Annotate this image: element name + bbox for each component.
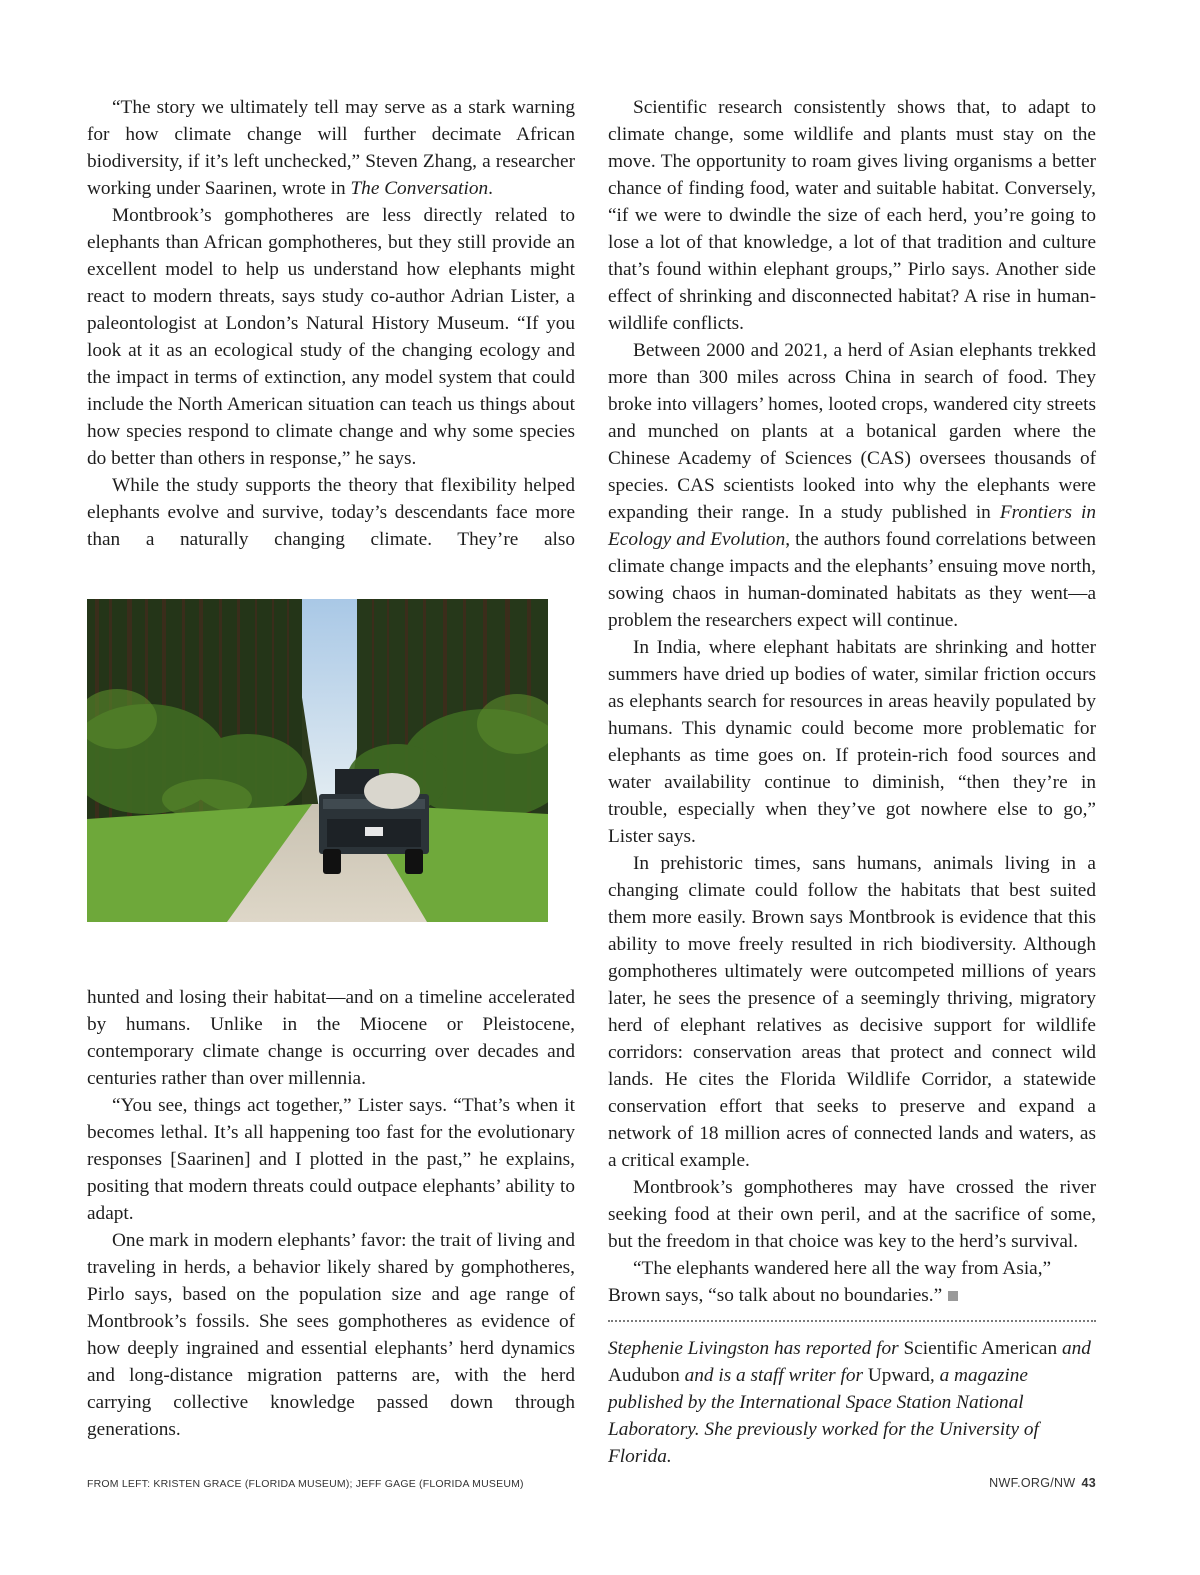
bio-text: and is a staff writer for: [679, 1365, 868, 1386]
paragraph: Montbrook’s gomphotheres may have crossed the river seeking food at their own peril, and at the sacrifice of some, but the freedom in that choice was key to the herd’s survival.: [608, 1177, 1096, 1252]
page-number: 43: [1081, 1476, 1096, 1490]
paragraph: [608, 337, 1096, 634]
journal-title: Frontiers in Ecology and Evolution: [608, 502, 1096, 550]
paragraph: In prehistoric times, sans humans, animals living in a changing climate could follow the habitats that best suited them more easily. Brown says Montbrook is evidence that this ability to move freely resulted in rich biodiversity. Although gomphotheres ultimately were outcompeted millions of years later, he sees the presence of a seemingly thriving, migratory herd of elephant relatives as decisive support for wildlife corridors: conservation areas that protect and connect wild lands. He cites the Florida Wildlife Corridor, a statewide conservation effort that seeks to preserve and expand a network of 18 million acres of connected lands and waters, as a critical example.: [608, 853, 1096, 1171]
forest-road-truck-photo: [87, 599, 548, 922]
paragraph: [608, 1255, 1096, 1309]
paragraph: [87, 94, 575, 202]
left-column-top: [87, 94, 575, 553]
paragraph-text: “The story we ultimately tell may serve as a stark warning for how climate change will further decimate African biodiversity, if it’s left unchecked,” Steven Zhang, a researcher working under Saarinen, wrote in: [87, 97, 575, 199]
site-url: NWF.ORG/NW: [989, 1476, 1076, 1490]
right-column: [608, 94, 1096, 1309]
left-column-bottom: [87, 984, 575, 1443]
publication-name: Scientific American: [903, 1338, 1058, 1359]
publication-title: The Conversation: [350, 178, 489, 199]
paragraph: Montbrook’s gomphotheres are less directly related to elephants than African gomphotheres, but they still provide an excellent model to help us understand how elephants might react to modern threats, says study co-author Adrian Lister, a paleontologist at London’s Natural History Museum. “If you look at it as an ecological study of the changing ecology and the impact in terms of extinction, any model system that could include the North American situation can teach us things about how species respond to climate change and why some species do better than others in response,” he says.: [87, 205, 575, 469]
paragraph: In India, where elephant habitats are shrinking and hotter summers have dried up bodies of water, similar friction occurs as elephants search for resources in areas heavily populated by humans. This dynamic could become more problematic for elephants as time goes on. If protein-rich food sources and water availability continue to diminish, “then they’re in trouble, especially when they’ve got nowhere else to go,” Lister says.: [608, 637, 1096, 847]
author-bio: [608, 1335, 1096, 1470]
paragraph: hunted and losing their habitat—and on a timeline accelerated by humans. Unlike in the Miocene or Pleistocene, contemporary climate change is occurring over decades and centuries rather than over millennia.: [87, 987, 575, 1089]
paragraph-text: “The elephants wandered here all the way from Asia,” Brown says, “so talk about no boundaries.”: [608, 1258, 1052, 1306]
photo-credit: FROM LEFT: KRISTEN GRACE (FLORIDA MUSEUM); JEFF GAGE (FLORIDA MUSEUM): [87, 1478, 524, 1490]
paragraph-text: , the authors found correlations between climate change impacts and the elephants’ ensuing move north, sowing chaos in human-dominated habitats as they went—a problem the researchers expect will continue.: [608, 529, 1096, 631]
page-footer: [989, 1476, 1096, 1490]
paragraph: Scientific research consistently shows that, to adapt to climate change, some wildlife and plants must stay on the move. The opportunity to roam gives living organisms a better chance of finding food, water and suitable habitat. Conversely, “if we were to dwindle the size of each herd, you’re going to lose a lot of that knowledge, a lot of that tradition and culture that’s found within elephant groups,” Pirlo says. Another side effect of shrinking and disconnected habitat? A rise in human-wildlife conflicts.: [608, 97, 1096, 334]
bio-text: and: [1057, 1338, 1091, 1359]
bio-text: , a magazine published by the International Space Station National Laboratory. She previously worked for the University of Florida.: [608, 1365, 1039, 1467]
paragraph: “You see, things act together,” Lister says. “That’s when it becomes lethal. It’s all happening too fast for the evolutionary responses [Saarinen] and I plotted in the past,” he explains, positing that modern threats could outpace elephants’ ability to adapt.: [87, 1095, 575, 1224]
publication-name: Audubon: [608, 1365, 680, 1386]
paragraph-text: Between 2000 and 2021, a herd of Asian elephants trekked more than 300 miles across China in search of food. They broke into villagers’ homes, looted crops, wandered city streets and munched on plants at a botanical garden where the Chinese Academy of Sciences (CAS) oversees thousands of species. CAS scientists looked into why the elephants were expanding their range. In a study published in: [608, 340, 1096, 523]
paragraph: One mark in modern elephants’ favor: the trait of living and traveling in herds, a behavior likely shared by gomphotheres, Pirlo says, based on the population size and age range of Montbrook’s fossils. She sees gomphotheres as evidence of how deeply ingrained and essential elephants’ herd dynamics and long-distance migration patterns are, with the herd carrying collective knowledge passed down through generations.: [87, 1230, 575, 1440]
photo-illustration: [87, 599, 548, 922]
dotted-divider: [608, 1320, 1096, 1322]
bio-text: Stephenie Livingston has reported for: [608, 1338, 904, 1359]
publication-name: Upward: [867, 1365, 930, 1386]
paragraph-text: .: [488, 178, 493, 199]
paragraph: While the study supports the theory that flexibility helped elephants evolve and survive, today’s descendants face more than a naturally changing climate. They’re also: [87, 475, 575, 550]
end-mark-icon: [948, 1291, 958, 1301]
